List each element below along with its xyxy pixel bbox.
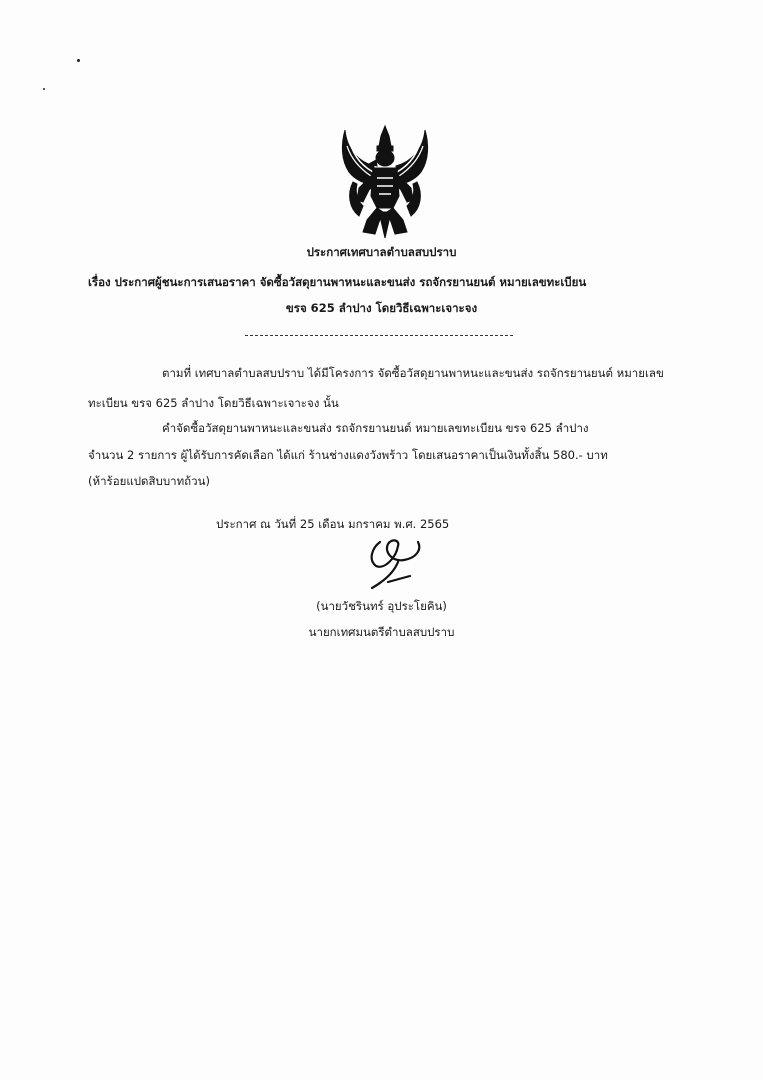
document-subject-continued: ขรจ 625 ลำปาง โดยวิธีเฉพาะเจาะจง <box>285 301 478 315</box>
signer-name: (นายวัชรินทร์ อุประโยคิน) <box>316 599 447 613</box>
body-paragraph-1-continued: ทะเบียน ขรจ 625 ลำปาง โดยวิธีเฉพาะเจาะจง นั้น <box>88 396 339 410</box>
body-paragraph-2-continued: จำนวน 2 รายการ ผู้ได้รับการคัดเลือก ได้แก่ ร้านช่างแดงวังพร้าว โดยเสนอราคาเป็นเงินทั้งสิ้น 580.- บาท <box>88 448 608 462</box>
announcement-date: ประกาศ ณ วันที่ 25 เดือน มกราคม พ.ศ. 2565 <box>216 517 450 531</box>
document-heading: ประกาศเทศบาลตำบลสบปราบ <box>306 245 457 259</box>
garuda-emblem <box>333 122 437 240</box>
document-subject: เรื่อง ประกาศผู้ชนะการเสนอราคา จัดซื้อวัสดุยานพาหนะและขนส่ง รถจักรยานยนต์ หมายเลขทะเบียน <box>88 275 587 289</box>
signer-position: นายกเทศมนตรีตำบลสบปราบ <box>308 625 455 639</box>
handwritten-signature <box>358 532 428 592</box>
scan-speck <box>43 88 45 90</box>
body-paragraph-1: ตามที่ เทศบาลตำบลสบปราบ ได้มีโครงการ จัดซื้อวัสดุยานพาหนะและขนส่ง รถจักรยานยนต์ หมายเลข <box>162 366 664 380</box>
header-divider <box>245 335 513 336</box>
amount-in-words: (ห้าร้อยแปดสิบบาทถ้วน) <box>88 474 210 488</box>
scan-speck <box>77 59 80 62</box>
body-paragraph-2: คำจัดซื้อวัสดุยานพาหนะและขนส่ง รถจักรยานยนต์ หมายเลขทะเบียน ขรจ 625 ลำปาง <box>162 421 589 435</box>
